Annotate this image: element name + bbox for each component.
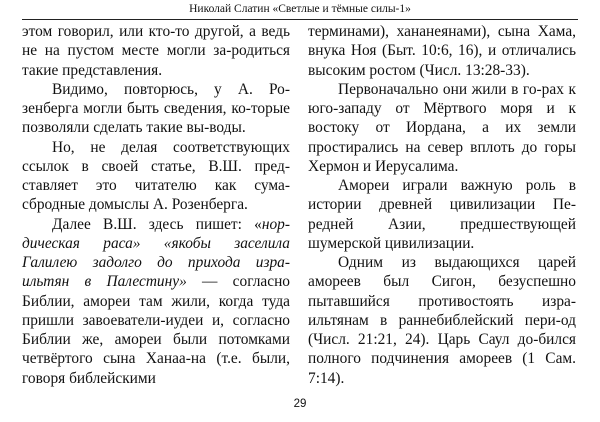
italic-quote: нор-дическая раса» «якобы заселила Галилею задолго до прихода изра-ильтян в Палестину» — [22, 215, 290, 291]
paragraph: этом говорил, или кто-то другой, а ведь не на пустом месте могли за-родиться такие представления. — [22, 23, 290, 79]
paragraph-rest: — согласно Библии, амореи там жили, когда туда пришли завоеватели-иудеи и, согласно Библии же, амореи были потомками четвёртого сына Ханаа-на (т.е. были, говоря библейскими — [22, 273, 290, 387]
paragraph: Видимо, повторюсь, у А. Ро-зенберга могли быть сведения, ко-торые позволяли сделать такие вы-воды. — [22, 80, 290, 137]
right-column — [308, 22, 576, 388]
page-number: 29 — [293, 398, 307, 410]
running-header: Николай Слатин «Светлые и тёмные силы-1» — [22, 2, 578, 20]
paragraph: Но, не делая соответствующих ссылок в своей статье, В.Ш. пред-ставляет это читателю как сума-сбродные домыслы А. Розенберга. — [22, 138, 290, 214]
paragraph — [22, 215, 290, 388]
left-column — [22, 22, 290, 388]
paragraph: Первоначально они жили в го-рах к юго-западу от Мёртвого моря и к востоку от Иордана, а их земли простирались на север вплоть до горы Хермон и Иерусалима. — [308, 80, 576, 175]
paragraph: Одним из выдающихся царей амореев был Сигон, безуспешно пытавшийся противостоять изра-ильтянам в раннебиблейский пери-од (Числ. 21:21, 24). Царь Саул до-бился полного подчинения амореев (1 Сам. 7:14). — [308, 254, 576, 387]
paragraph: терминами), хананеянами), сына Хама, внука Ноя (Быт. 10:6, 16), и отличались высоким ростом (Числ. 13:28-33). — [308, 23, 576, 79]
paragraph: Амореи играли важную роль в истории древней цивилизации Пе-редней Азии, предшествующей шумерской цивилизации. — [308, 177, 576, 252]
paragraph-lead: Далее В.Ш. здесь пишет: « — [52, 215, 262, 233]
